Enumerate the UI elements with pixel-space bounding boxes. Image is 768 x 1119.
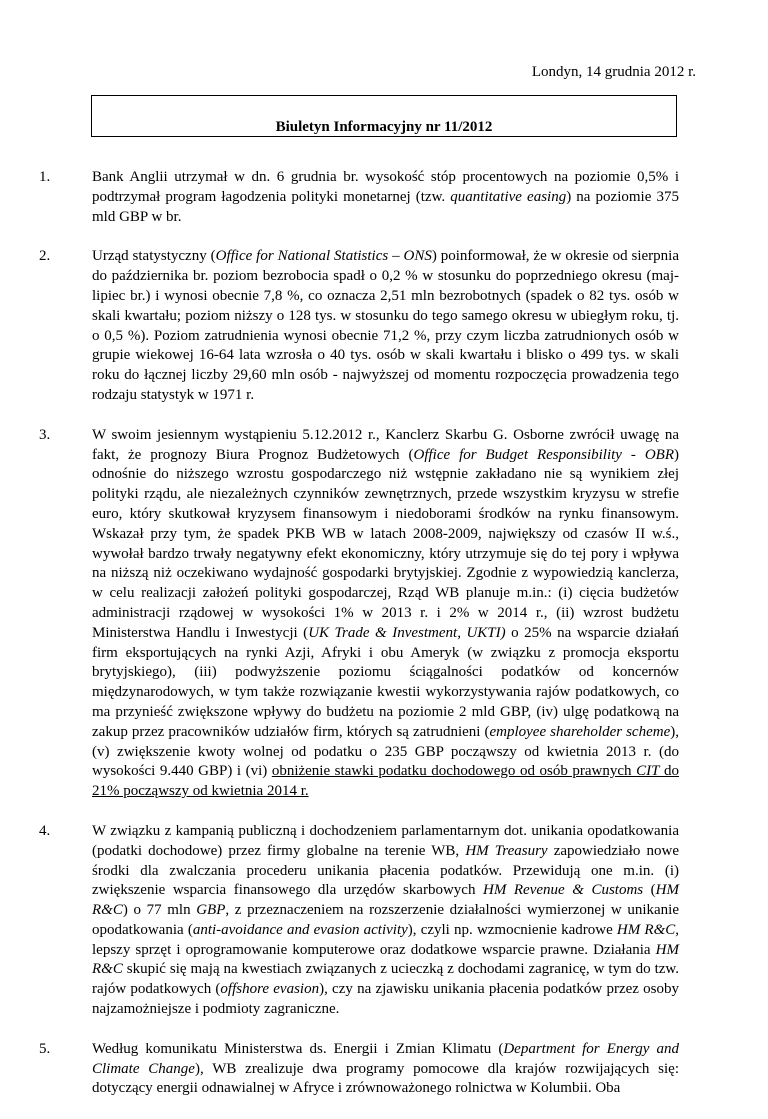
text-segment: UK Trade & Investment, UKTI) — [308, 624, 506, 641]
text-segment: obniżenie stawki podatku dochodowego od osób prawnych — [271, 763, 637, 780]
text-segment: ) odnośnie do niższego wzrostu gospodarczego niż wstępnie zakładano nie są wynikiem złej polityki rządu, ale niezależnych czynników zewnętrznych, przede wszystkim kryzysu w strefie euro, który skutkował kryzysem finansowym i niedoborami środków na rynku finansowym. Wskazał przy tym, że spadek PKB WB w latach 2008-2009, największy od czasów II w.ś., wywołał bardzo trwały negatywny efekt ekonomiczny, który utrzymuje się do tej pory i wpływa na niższą niż oczekiwano wydajność gospodarki brytyjskiej. Zgodnie z wypowiedzią kanclerza, w celu realizacji założeń polityki gospodarczej, Rząd WB planuje m.in.: (i) cięcia budżetów administracji rządowej w wysokości 1% w 2013 r. i 2% w 2014 r., (ii) wzrost budżetu Ministerstwa Handlu i Inwestycji ( — [92, 446, 679, 641]
text-segment: Office for National Statistics – ONS — [215, 248, 432, 265]
list-item-text — [92, 1040, 679, 1099]
list-item-number: 4. — [39, 822, 51, 839]
list-item — [0, 822, 679, 1020]
text-segment: W związku z kampanią publiczną i dochodzeniem parlamentarnym dot. unikania opodatkowania (podatki dochodowe) przez firmy globalne na terenie WB, — [92, 822, 679, 859]
list-item-number: 2. — [39, 248, 51, 265]
text-segment: do 21% począwszy od kwietnia 2014 r. — [92, 763, 679, 800]
list-item-text — [92, 168, 679, 227]
document-title: Biuletyn Informacyjny nr 11/2012 — [275, 119, 493, 135]
text-segment: o 25% na wsparcie działań firm eksportujących na rynki Azji, Afryki i obu Ameryk (w związku z promocja eksportu brytyjskiego), (iii) podwyższenie poziomu ściągalności podatków od koncernów międzynarodowych, w tym także rozwiązanie kwestii wykorzystywania rajów podatkowych, co ma przynieść zwiększone wpływy do budżetu na poziomie 2 mld GBP, (iv) ulgę podatkową na zakup przez pracowników udziałów firm, których są zatrudnieni ( — [92, 624, 679, 740]
text-segment: ) na poziomie 375 mld GBP w br. — [92, 188, 679, 225]
text-segment: W swoim jesiennym wystąpieniu 5.12.2012 r., Kanclerz Skarbu G. Osborne zwrócił uwagę na fakt, że prognozy Biura Prognoz Budżetowych ( — [92, 426, 679, 463]
numbered-list — [0, 168, 679, 1119]
text-segment: ( — [643, 882, 656, 899]
text-segment: HM R&C — [92, 941, 679, 978]
list-item-text — [92, 247, 679, 405]
text-segment: skupić się mają na kwestiach związanych z ucieczką z dochodami zagranicę, w tym do tzw. rajów podatkowych ( — [92, 961, 679, 998]
text-segment: HM R&C — [616, 921, 676, 938]
text-segment: ) poinformował, że w okresie od sierpnia do października br. poziom bezrobocia spadł o 0,2 % w stosunku do poprzedniego okresu (maj-lipiec br.) i wynosi obecnie 7,8 %, co oznacza 2,51 mln bezrobotnych (spadek o 82 tys. osób w skali kwartału; poziom niższy o 128 tys. w stosunku do tego samego okresu w ubiegłym roku, tj. o 0,5 %). Poziom zatrudnienia wynosi obecnie 71,2 %, przy czym liczba zatrudnionych osób w grupie wiekowej 16-64 lata wzrosła o 40 tys. osób w skali kwartału i blisko o 499 tys. w skali roku do łącznej liczby 29,60 mln osób - najwyższej od momentu rozpoczęcia prowadzenia tego rodzaju statystyk w 1971 r. — [92, 248, 680, 403]
text-segment: Urząd statystyczny ( — [92, 248, 216, 265]
list-item-text — [92, 426, 679, 802]
list-item-number: 5. — [39, 1040, 51, 1057]
text-segment: ), czyli np. wzmocnienie kadrowe — [407, 921, 617, 938]
list-item-text — [92, 822, 679, 1020]
text-segment: anti-avoidance and evasion activity — [192, 921, 408, 938]
text-segment: offshore evasion — [220, 981, 320, 998]
text-segment: Bank Anglii utrzymał w dn. 6 grudnia br. wysokość stóp procentowych na poziomie 0,5% i podtrzymał program łagodzenia polityki monetarnej (tzw. — [92, 169, 679, 205]
text-segment: Department for Energy and Climate Change — [92, 1040, 679, 1077]
text-segment: HM R&C — [92, 882, 679, 919]
document-date: Londyn, 14 grudnia 2012 r. — [531, 64, 696, 80]
list-item — [0, 247, 679, 405]
list-item-number: 3. — [39, 426, 51, 443]
text-segment: Według komunikatu Ministerstwa ds. Energii i Zmian Klimatu ( — [92, 1040, 504, 1057]
text-segment: ), WB zrealizuje dwa programy pomocowe dla krajów rozwijających się: dotyczący energii odnawialnej w Afryce i zrównoważonego rolnictwa w Kolumbii. Oba — [92, 1060, 679, 1097]
list-item-number: 1. — [39, 169, 51, 185]
title-box — [91, 95, 677, 137]
text-segment: employee shareholder scheme — [489, 723, 671, 740]
text-segment: ), czy na zjawisku unikania płacenia podatków przez osoby najzamożniejsze i podmioty zagraniczne. — [92, 981, 679, 1018]
text-segment: quantitative easing — [450, 188, 567, 205]
text-segment: , z przeznaczeniem na rozszerzenie działalności wymierzonej w unikanie opodatkowania ( — [92, 902, 679, 938]
text-segment: GBP — [196, 902, 226, 919]
text-segment: CIT — [636, 763, 660, 780]
list-item — [0, 168, 679, 227]
text-segment: zapowiedziało nowe środki dla zwalczania procederu unikania płacenia podatków. Przewidują one m.in. (i) zwiększenie wsparcia finansowego dla urzędów skarbowych — [92, 842, 679, 899]
text-segment: HM Revenue & Customs — [483, 882, 644, 899]
list-item — [0, 1040, 679, 1099]
text-segment: , lepszy sprzęt i oprogramowanie komputerowe oraz dodatkowe wsparcie prawne. Działania — [92, 921, 679, 958]
text-segment: HM Treasury — [465, 842, 548, 859]
text-segment: ) o 77 mln — [122, 902, 197, 919]
text-segment: ), (v) zwiększenie kwoty wolnej od podatku o 235 GBP począwszy od kwietnia 2013 r. (do wysokości 9.440 GBP) i (vi) — [92, 723, 679, 780]
list-item — [0, 426, 679, 802]
text-segment: Office for Budget Responsibility - OBR — [413, 446, 674, 463]
